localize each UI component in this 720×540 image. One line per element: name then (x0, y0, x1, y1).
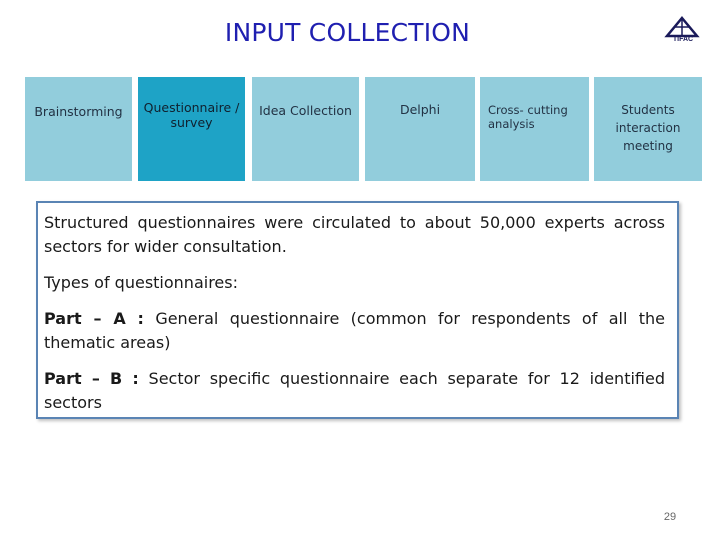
page-number: 29 (663, 511, 677, 523)
part-b-label: Part – B : (44, 369, 139, 388)
part-a-paragraph (44, 307, 665, 355)
step-delphi[interactable] (365, 77, 475, 181)
step-label: Students interaction meeting (615, 103, 681, 153)
step-students-interaction-meeting[interactable] (594, 77, 702, 181)
step-brainstorming[interactable] (25, 77, 132, 181)
part-a-label: Part – A : (44, 309, 144, 328)
content-box (36, 201, 679, 419)
step-questionnaire-survey[interactable] (138, 77, 245, 181)
step-label: Brainstorming (34, 104, 123, 119)
page-title: INPUT COLLECTION (224, 18, 471, 47)
step-label: Cross- cutting analysis (488, 103, 568, 131)
step-label: Questionnaire / survey (143, 100, 240, 130)
part-b-paragraph (44, 367, 665, 415)
step-idea-collection[interactable] (252, 77, 359, 181)
step-label: Delphi (399, 102, 441, 117)
logo-text: TIFAC (672, 36, 694, 43)
intro-paragraph: Structured questionnaires were circulated to about 50,000 experts across sectors for wider consultation. (44, 213, 665, 256)
types-heading: Types of questionnaires: (44, 273, 238, 292)
tifac-logo-icon (662, 16, 702, 48)
step-cross-cutting-analysis[interactable] (480, 77, 589, 181)
step-label: Idea Collection (259, 103, 352, 118)
part-b-text: Sector specific questionnaire each separate for 12 identified sectors (44, 369, 665, 412)
part-a-text: General questionnaire (common for respondents of all the thematic areas) (44, 309, 666, 352)
